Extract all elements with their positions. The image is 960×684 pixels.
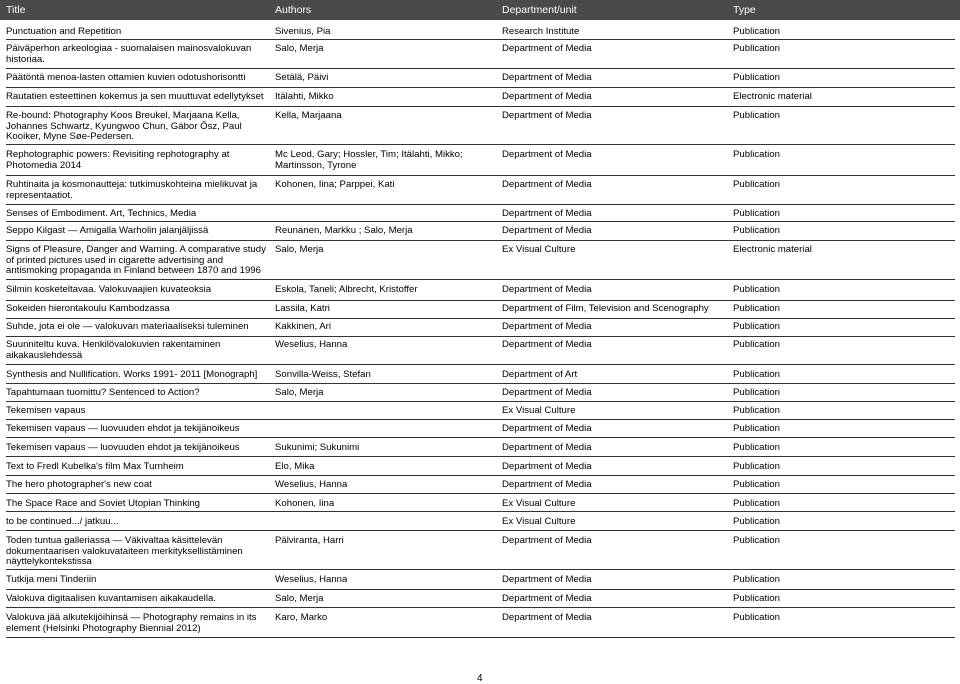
row-divider bbox=[6, 87, 955, 88]
row-divider bbox=[6, 279, 955, 280]
row-authors: Mc Leod, Gary; Hossler, Tim; Itälahti, Mikko; Martinsson, Tyrone bbox=[275, 149, 463, 171]
row-title: Tapahtumaan tuomittu? Sentenced to Action? bbox=[6, 387, 200, 398]
row-type: Publication bbox=[733, 26, 780, 37]
row-divider bbox=[6, 383, 955, 384]
row-department: Department of Art bbox=[502, 369, 578, 380]
row-title: Seppo Kilgast — Amigalla Warholin jalanjäljissä bbox=[6, 225, 209, 236]
row-department: Department of Media bbox=[502, 387, 592, 398]
row-title: Synthesis and Nullification. Works 1991- 2011 [Monograph] bbox=[6, 369, 258, 380]
row-department: Department of Media bbox=[502, 339, 592, 350]
row-title: Tekemisen vapaus — luovuuden ehdot ja tekijänoikeus bbox=[6, 442, 240, 453]
row-authors: Karo, Marko bbox=[275, 612, 328, 623]
row-type: Publication bbox=[733, 535, 780, 546]
row-authors: Kohonen, Iina bbox=[275, 498, 335, 509]
row-divider bbox=[6, 401, 955, 402]
row-type: Publication bbox=[733, 516, 780, 527]
row-title: Signs of Pleasure, Danger and Warning. A comparative study of printed pictures used in cigarette advertising and antismoking propaganda in Finland between 1870 and 1996 bbox=[6, 244, 266, 276]
row-title: The Space Race and Soviet Utopian Thinking bbox=[6, 498, 200, 509]
row-divider bbox=[6, 221, 955, 222]
row-type: Publication bbox=[733, 225, 780, 236]
row-title: Päiväperhon arkeologiaa - suomalaisen mainosvalokuvan historiaa. bbox=[6, 43, 252, 65]
row-type: Publication bbox=[733, 442, 780, 453]
row-type: Publication bbox=[733, 339, 780, 350]
row-authors: Elo, Mika bbox=[275, 461, 315, 472]
row-divider bbox=[6, 437, 955, 438]
row-divider bbox=[6, 530, 955, 531]
row-divider bbox=[6, 569, 955, 570]
row-title: Valokuva digitaalisen kuvantamisen aikakaudella. bbox=[6, 593, 216, 604]
row-department: Research Institute bbox=[502, 26, 580, 37]
row-divider bbox=[6, 68, 955, 69]
row-title: Silmin kosketeltavaa. Valokuvaajien kuvateoksia bbox=[6, 284, 212, 295]
row-authors: Salo, Merja bbox=[275, 43, 324, 54]
row-title: Valokuva jää alkutekijöihinsä — Photography remains in its element (Helsinki Photography Biennial 2012) bbox=[6, 612, 257, 634]
row-department: Department of Media bbox=[502, 149, 592, 160]
row-divider bbox=[6, 419, 955, 420]
row-title: Punctuation and Repetition bbox=[6, 26, 122, 37]
row-type: Publication bbox=[733, 149, 780, 160]
row-type: Publication bbox=[733, 498, 780, 509]
row-type: Publication bbox=[733, 423, 780, 434]
row-department: Ex Visual Culture bbox=[502, 498, 576, 509]
row-authors: Sivenius, Pia bbox=[275, 26, 331, 37]
row-department: Department of Film, Television and Scenography bbox=[502, 303, 709, 314]
row-type: Publication bbox=[733, 405, 780, 416]
row-type: Publication bbox=[733, 612, 780, 623]
row-type: Publication bbox=[733, 72, 780, 83]
row-authors: Weselius, Hanna bbox=[275, 574, 348, 585]
row-department: Ex Visual Culture bbox=[502, 244, 576, 255]
row-department: Department of Media bbox=[502, 284, 592, 295]
row-department: Department of Media bbox=[502, 461, 592, 472]
row-department: Department of Media bbox=[502, 612, 592, 623]
row-divider bbox=[6, 175, 955, 176]
row-type: Publication bbox=[733, 387, 780, 398]
row-department: Department of Media bbox=[502, 208, 592, 219]
row-title: Suunniteltu kuva. Henkilövalokuvien rakentaminen aikakauslehdessä bbox=[6, 339, 221, 361]
row-title: Ruhtinaita ja kosmonautteja: tutkimuskohteina mielikuvat ja representaatiot. bbox=[6, 179, 258, 201]
row-authors: Setälä, Päivi bbox=[275, 72, 329, 83]
row-title: Text to Fredl Kubelka's film Max Turnheim bbox=[6, 461, 184, 472]
row-divider bbox=[6, 607, 955, 608]
row-title: Sokeiden hierontakoulu Kambodzassa bbox=[6, 303, 170, 314]
row-department: Department of Media bbox=[502, 423, 592, 434]
row-authors: Sonvilla-Weiss, Stefan bbox=[275, 369, 371, 380]
row-department: Department of Media bbox=[502, 179, 592, 190]
row-department: Department of Media bbox=[502, 43, 592, 54]
row-type: Electronic material bbox=[733, 244, 812, 255]
row-type: Publication bbox=[733, 43, 780, 54]
row-department: Department of Media bbox=[502, 225, 592, 236]
header-department: Department/unit bbox=[502, 4, 577, 16]
row-title: Rephotographic powers: Revisiting rephotography at Photomedia 2014 bbox=[6, 149, 230, 171]
row-department: Department of Media bbox=[502, 535, 592, 546]
row-type: Publication bbox=[733, 284, 780, 295]
row-type: Publication bbox=[733, 479, 780, 490]
row-divider bbox=[6, 144, 955, 145]
page-number: 4 bbox=[477, 673, 483, 684]
row-title: Tekemisen vapaus — luovuuden ehdot ja tekijänoikeus bbox=[6, 423, 240, 434]
row-authors: Salo, Merja bbox=[275, 593, 324, 604]
row-divider bbox=[6, 456, 955, 457]
row-divider bbox=[6, 106, 955, 107]
row-title: Päätöntä menoa-lasten ottamien kuvien odotushorisontti bbox=[6, 72, 246, 83]
row-department: Department of Media bbox=[502, 593, 592, 604]
row-authors: Reunanen, Markku ; Salo, Merja bbox=[275, 225, 413, 236]
row-authors: Eskola, Taneli; Albrecht, Kristoffer bbox=[275, 284, 418, 295]
row-department: Department of Media bbox=[502, 72, 592, 83]
row-title: Toden tuntua galleriassa — Väkivaltaa käsittelevän dokumentaarisen valokuvataiteen merkityksellistäminen näyttelykontekstissa bbox=[6, 535, 243, 567]
header-authors: Authors bbox=[275, 4, 312, 16]
row-authors: Lassila, Katri bbox=[275, 303, 330, 314]
row-department: Department of Media bbox=[502, 91, 592, 102]
row-type: Publication bbox=[733, 321, 780, 332]
row-type: Publication bbox=[733, 593, 780, 604]
row-divider bbox=[6, 589, 955, 590]
row-divider bbox=[6, 204, 955, 205]
row-divider bbox=[6, 336, 955, 337]
row-divider bbox=[6, 493, 955, 494]
row-divider bbox=[6, 318, 955, 319]
row-department: Department of Media bbox=[502, 321, 592, 332]
row-title: to be continued.../ jatkuu... bbox=[6, 516, 119, 527]
row-title: Tutkija meni Tinderiin bbox=[6, 574, 97, 585]
row-authors: Weselius, Hanna bbox=[275, 479, 348, 490]
row-divider bbox=[6, 39, 955, 40]
row-authors: Salo, Merja bbox=[275, 244, 324, 255]
row-type: Electronic material bbox=[733, 91, 812, 102]
row-authors: Salo, Merja bbox=[275, 387, 324, 398]
row-authors: Weselius, Hanna bbox=[275, 339, 348, 350]
row-title: Re-bound: Photography Koos Breukel, Marjaana Kella, Johannes Schwartz, Kyungwoo Chun, Gábor Ősz, Paul Kooiker, Myne Søe-Pedersen. bbox=[6, 110, 242, 142]
row-type: Publication bbox=[733, 208, 780, 219]
row-type: Publication bbox=[733, 303, 780, 314]
row-title: The hero photographer's new coat bbox=[6, 479, 152, 490]
row-department: Department of Media bbox=[502, 442, 592, 453]
row-type: Publication bbox=[733, 179, 780, 190]
row-type: Publication bbox=[733, 574, 780, 585]
row-authors: Sukunimi; Sukunimi bbox=[275, 442, 360, 453]
row-authors: Itälahti, Mikko bbox=[275, 91, 334, 102]
row-divider bbox=[6, 637, 955, 638]
row-authors: Kella, Marjaana bbox=[275, 110, 342, 121]
row-divider bbox=[6, 364, 955, 365]
row-authors: Kohonen, Iina; Parppei, Kati bbox=[275, 179, 395, 190]
row-authors: Kakkinen, Ari bbox=[275, 321, 331, 332]
row-department: Ex Visual Culture bbox=[502, 405, 576, 416]
header-type: Type bbox=[733, 4, 756, 16]
row-type: Publication bbox=[733, 369, 780, 380]
row-type: Publication bbox=[733, 110, 780, 121]
row-title: Senses of Embodiment. Art, Technics, Media bbox=[6, 208, 197, 219]
row-type: Publication bbox=[733, 461, 780, 472]
row-title: Suhde, jota ei ole — valokuvan materiaaliseksi tuleminen bbox=[6, 321, 249, 332]
row-authors: Pälviranta, Harri bbox=[275, 535, 344, 546]
row-title: Rautatien esteettinen kokemus ja sen muuttuvat edellytykset bbox=[6, 91, 264, 102]
row-department: Department of Media bbox=[502, 479, 592, 490]
row-divider bbox=[6, 240, 955, 241]
row-divider bbox=[6, 475, 955, 476]
row-department: Ex Visual Culture bbox=[502, 516, 576, 527]
header-title: Title bbox=[6, 4, 26, 16]
row-department: Department of Media bbox=[502, 574, 592, 585]
row-divider bbox=[6, 511, 955, 512]
row-divider bbox=[6, 300, 955, 301]
row-title: Tekemisen vapaus bbox=[6, 405, 86, 416]
row-department: Department of Media bbox=[502, 110, 592, 121]
